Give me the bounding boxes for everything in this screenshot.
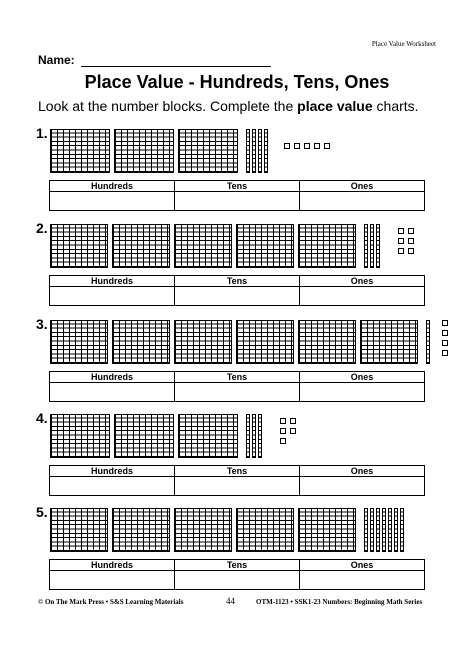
- hundreds-header: Hundreds: [50, 372, 175, 383]
- ten-rod: [264, 129, 268, 173]
- ten-rod: [252, 129, 256, 173]
- hundred-block: [174, 508, 232, 552]
- ones-header: Ones: [300, 372, 425, 383]
- tens-header: Tens: [175, 372, 300, 383]
- ten-rod: [376, 508, 380, 552]
- page-title: Place Value - Hundreds, Tens, Ones: [84, 72, 390, 92]
- hundred-block: [236, 224, 294, 268]
- ten-rod: [252, 414, 256, 458]
- ten-rod: [364, 508, 368, 552]
- worksheet-label: Place Value Worksheet: [371, 40, 436, 48]
- one-cube: [304, 143, 310, 149]
- tens-header: Tens: [175, 560, 300, 571]
- one-cube: [398, 248, 404, 254]
- hundred-block: [50, 129, 110, 173]
- tens-header: Tens: [175, 466, 300, 477]
- hundreds-header: Hundreds: [50, 560, 175, 571]
- ten-rod: [370, 224, 374, 268]
- ten-rod: [246, 129, 250, 173]
- ten-rod: [246, 414, 250, 458]
- hundred-block: [114, 414, 174, 458]
- one-cube: [294, 143, 300, 149]
- ones-header: Ones: [300, 560, 425, 571]
- ten-rod: [426, 320, 430, 364]
- hundred-block: [360, 320, 418, 364]
- ten-rod: [400, 508, 404, 552]
- ones-answer-cell[interactable]: [300, 477, 425, 496]
- problem-3: [0, 316, 474, 404]
- hundred-block: [50, 224, 108, 268]
- ones-answer-cell[interactable]: [300, 571, 425, 590]
- one-cube: [280, 428, 286, 434]
- one-cube: [280, 438, 286, 444]
- problem-5: [0, 504, 474, 592]
- one-cube: [314, 143, 320, 149]
- footer-publisher: © On The Mark Press • S&S Learning Materials: [38, 598, 184, 606]
- one-cube: [442, 320, 448, 326]
- ones-header: Ones: [300, 466, 425, 477]
- ten-rod: [394, 508, 398, 552]
- tens-answer-cell[interactable]: [175, 571, 300, 590]
- name-label: Name:: [38, 53, 75, 67]
- ten-rod: [388, 508, 392, 552]
- problem-number: 2.: [36, 220, 48, 236]
- one-cube: [290, 418, 296, 424]
- one-cube: [280, 418, 286, 424]
- hundred-block: [114, 129, 174, 173]
- page-number: 44: [226, 596, 235, 606]
- tens-answer-cell[interactable]: [175, 287, 300, 306]
- ten-rod: [382, 508, 386, 552]
- ten-rod: [364, 224, 368, 268]
- problem-2: [0, 220, 474, 308]
- one-cube: [398, 228, 404, 234]
- problem-number: 3.: [36, 316, 48, 332]
- hundred-block: [174, 320, 232, 364]
- one-cube: [408, 228, 414, 234]
- instructions-bold: place value: [297, 98, 373, 114]
- hundred-block: [298, 320, 356, 364]
- tens-answer-cell[interactable]: [175, 192, 300, 211]
- one-cube: [442, 350, 448, 356]
- hundred-block: [236, 508, 294, 552]
- ones-header: Ones: [300, 276, 425, 287]
- problem-number: 1.: [36, 125, 48, 141]
- problem-number: 4.: [36, 410, 48, 426]
- tens-header: Tens: [175, 181, 300, 192]
- problem-1: [0, 125, 474, 213]
- instructions: [38, 98, 419, 114]
- hundred-block: [50, 508, 108, 552]
- place-value-chart: [49, 371, 425, 402]
- hundreds-answer-cell[interactable]: [50, 383, 175, 402]
- hundred-block: [178, 129, 238, 173]
- hundred-block: [112, 320, 170, 364]
- instructions-end: charts.: [372, 98, 419, 114]
- footer-series: OTM-1123 • SSK1-23 Numbers: Beginning Math Series: [256, 598, 423, 606]
- hundred-block: [178, 414, 238, 458]
- ones-answer-cell[interactable]: [300, 383, 425, 402]
- ones-answer-cell[interactable]: [300, 287, 425, 306]
- name-row: [38, 53, 271, 67]
- place-value-chart: [49, 275, 425, 306]
- ten-rod: [258, 129, 262, 173]
- hundreds-header: Hundreds: [50, 276, 175, 287]
- hundred-block: [298, 224, 356, 268]
- one-cube: [408, 248, 414, 254]
- ten-rod: [376, 224, 380, 268]
- hundreds-header: Hundreds: [50, 466, 175, 477]
- hundreds-answer-cell[interactable]: [50, 192, 175, 211]
- ten-rod: [370, 508, 374, 552]
- name-field[interactable]: [81, 54, 271, 67]
- problem-number: 5.: [36, 504, 48, 520]
- place-value-chart: [49, 559, 425, 590]
- hundred-block: [50, 414, 110, 458]
- ten-rod: [258, 414, 262, 458]
- one-cube: [408, 238, 414, 244]
- one-cube: [284, 143, 290, 149]
- hundreds-answer-cell[interactable]: [50, 571, 175, 590]
- problem-4: [0, 410, 474, 498]
- hundred-block: [112, 224, 170, 268]
- tens-answer-cell[interactable]: [175, 383, 300, 402]
- hundred-block: [174, 224, 232, 268]
- hundred-block: [298, 508, 356, 552]
- place-value-chart: [49, 465, 425, 496]
- one-cube: [442, 330, 448, 336]
- one-cube: [442, 340, 448, 346]
- ones-header: Ones: [300, 181, 425, 192]
- one-cube: [324, 143, 330, 149]
- hundreds-answer-cell[interactable]: [50, 287, 175, 306]
- place-value-chart: [49, 180, 425, 211]
- tens-header: Tens: [175, 276, 300, 287]
- hundreds-header: Hundreds: [50, 181, 175, 192]
- tens-answer-cell[interactable]: [175, 477, 300, 496]
- hundred-block: [236, 320, 294, 364]
- one-cube: [398, 238, 404, 244]
- one-cube: [290, 428, 296, 434]
- hundred-block: [112, 508, 170, 552]
- hundreds-answer-cell[interactable]: [50, 477, 175, 496]
- ones-answer-cell[interactable]: [300, 192, 425, 211]
- instructions-text: Look at the number blocks. Complete the: [38, 98, 298, 114]
- hundred-block: [50, 320, 108, 364]
